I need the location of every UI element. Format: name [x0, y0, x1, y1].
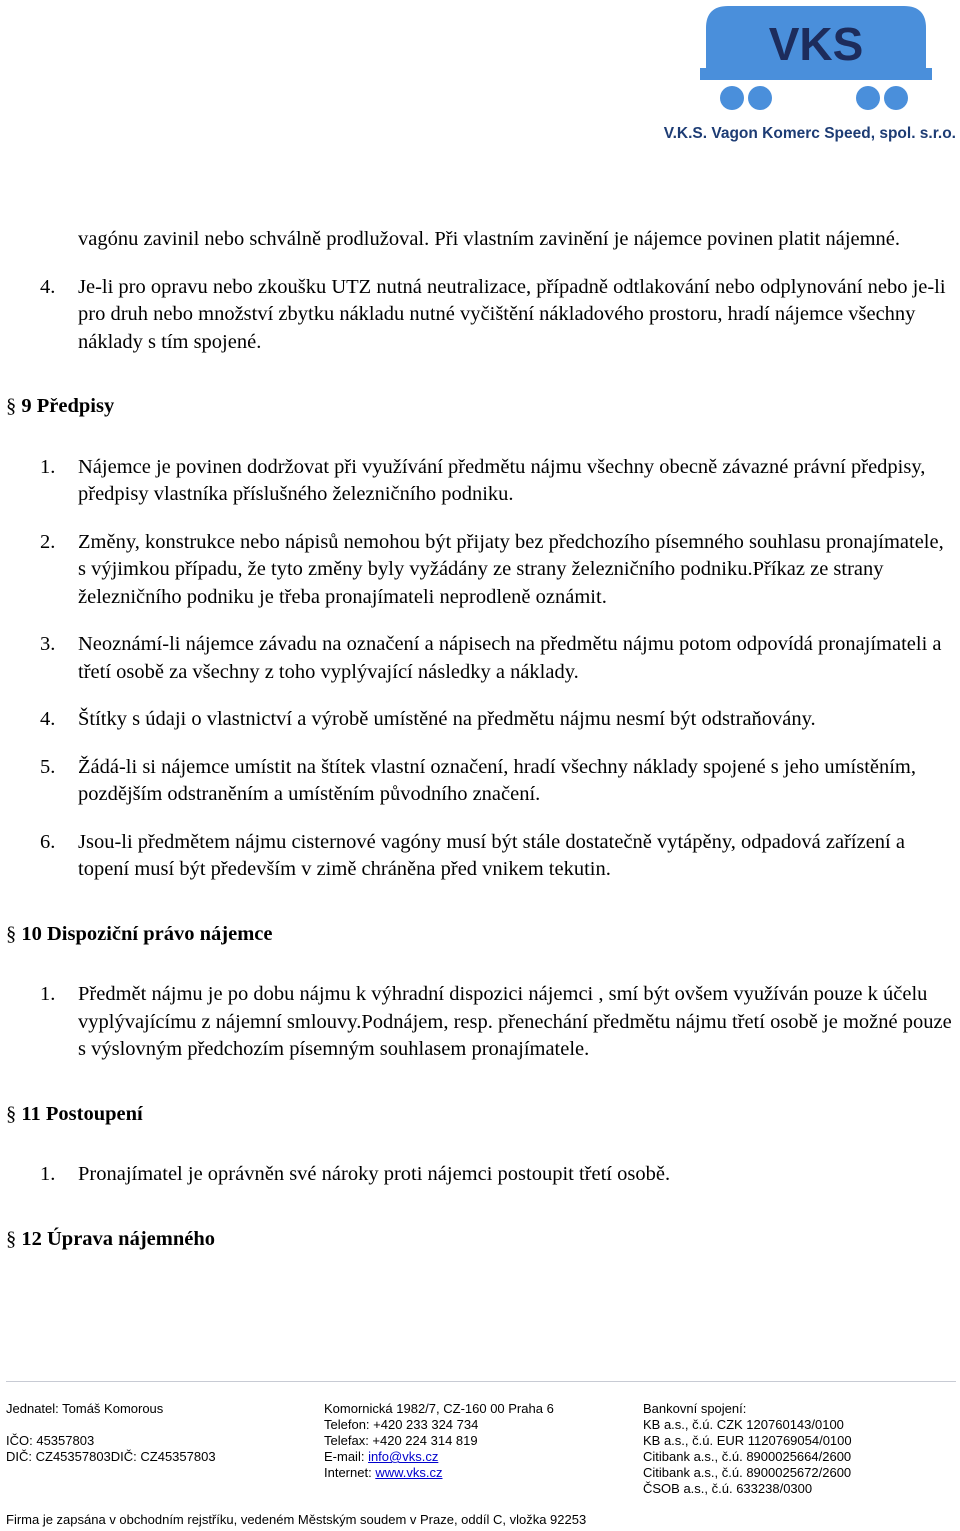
footer-bank-account: Citibank a.s., č.ú. 8900025672/2600 [643, 1465, 852, 1480]
footer-bank-account: Citibank a.s., č.ú. 8900025664/2600 [643, 1449, 852, 1464]
list-number: 1. [40, 1163, 56, 1185]
section-heading-11: § 11 Postoupení [6, 1102, 143, 1125]
section-symbol: § [6, 1227, 17, 1250]
footer-bank-account: ČSOB a.s., č.ú. 633238/0300 [643, 1481, 813, 1496]
list-item-8-4: 4. Je-li pro opravu nebo zkoušku UTZ nutná neutralizace, případně odtlakování nebo odplynování nebo je-li pro druh nebo množství zbytku nákladu nutné vyčištění nákladového prostoru, hradí nájemce všechny náklady s tím spojené. [40, 275, 946, 353]
list-item-9-6: 6. Jsou-li předmětem nájmu cisternové vagóny musí být stále dostatečně vytápěny, odpadová zařízení a topení musí být především v zimě chráněna před vnikem tekutin. [40, 830, 905, 880]
list-number: 4. [40, 708, 56, 730]
logo-wordmark: VKS [768, 18, 864, 70]
footer-bank-info [643, 1401, 852, 1497]
company-name: V.K.S. Vagon Komerc Speed, spol. s.r.o. [663, 125, 956, 142]
footer-email-row: E-mail: info@vks.cz [324, 1449, 439, 1464]
list-item-9-5: 5. Žádá-li si nájemce umístit na štítek vlastní označení, hradí všechny náklady spojené s jeho umístěním, pozdějším odstraněním a umístěním původního značení. [40, 755, 917, 805]
section-heading-9: § 9 Předpisy [6, 395, 115, 417]
document-body [0, 226, 960, 1253]
list-number: 4. [40, 275, 56, 298]
list-item-9-4: 4. Štítky s údaji o vlastnictví a výrobě umístěné na předmětu nájmu nesmí být odstraňovány. [0, 706, 960, 734]
section-heading-10: § 10 Dispoziční právo nájemce [6, 922, 273, 945]
footer-bank-title: Bankovní spojení: [643, 1401, 747, 1416]
footer-contact-info [324, 1401, 554, 1481]
section-heading-12: § 12 Úprava nájemného [6, 1227, 215, 1250]
section-symbol: § [6, 922, 17, 945]
vks-logo-graphic [700, 6, 932, 114]
footer-phone: Telefon: +420 233 324 734 [324, 1417, 479, 1432]
list-number: 2. [40, 530, 56, 553]
footer-fax: Telefax: +420 224 314 819 [324, 1433, 478, 1448]
footer-company-info [6, 1401, 216, 1465]
section-symbol: § [6, 1102, 17, 1125]
section-symbol: § [6, 395, 17, 417]
footer-bank-account: KB a.s., č.ú. CZK 120760143/0100 [643, 1417, 844, 1432]
footer-divider [6, 1381, 956, 1382]
footer-dic: DIČ: CZ45357803DIČ: CZ45357803 [6, 1449, 216, 1464]
footer-director: Jednatel: Tomáš Komorous [6, 1401, 164, 1416]
company-logo [700, 6, 932, 114]
footer-bank-account: KB a.s., č.ú. EUR 1120769054/0100 [643, 1433, 852, 1448]
list-item-10-1: 1. Předmět nájmu je po dobu nájmu k výhradní dispozici nájemci , smí být ovšem využíván pouze k účelu vyplývajícímu z nájemní smlouvy.Podnájem, resp. přenechání předmětu nájmu třetí osobě je možné pouze s výslovným předchozím písemným souhlasem pronajímatele. [40, 983, 952, 1060]
footer-registry-note: Firma je zapsána v obchodním rejstříku, vedeném Městským soudem v Praze, oddíl C, vložka 92253 [6, 1512, 587, 1527]
list-item-11-1: 1. Pronajímatel je oprávněn své nároky proti nájemci postoupit třetí osobě. [0, 1161, 960, 1189]
website-link[interactable]: www.vks.cz [375, 1465, 443, 1480]
list-number: 3. [40, 633, 56, 655]
paragraph-intro: vagónu zavinil nebo schválně prodlužoval. Při vlastním zavinění je nájemce povinen platit nájemné. [78, 228, 901, 250]
list-item-9-1: 1. Nájemce je povinen dodržovat při využívání předmětu nájmu všechny obecně závazné právní předpisy, předpisy vlastníka příslušného železničního podniku. [40, 455, 926, 505]
footer-web-row: Internet: www.vks.cz [324, 1465, 443, 1480]
list-number: 1. [40, 455, 56, 478]
list-number: 6. [40, 830, 56, 853]
list-item-9-3: 3. Neoznámí-li nájemce závadu na označení a nápisech na předmětu nájmu potom odpovídá pronajímateli a třetí osobě za všechny z toho vyplývající následky a náklady. [40, 633, 942, 683]
list-number: 5. [40, 755, 56, 778]
email-link[interactable]: info@vks.cz [368, 1449, 439, 1464]
list-number: 1. [40, 983, 56, 1005]
list-item-9-2: 2. Změny, konstrukce nebo nápisů nemohou být přijaty bez předchozího písemného souhlasu pronajímatele, s výjimkou případu, že tyto změny byly vyžádány ze strany železničního podniku.Příkaz ze strany železničního podniku je třeba pronajímateli neprodleně oznámit. [40, 530, 944, 608]
footer-address: Komornická 1982/7, CZ-160 00 Praha 6 [324, 1401, 554, 1416]
footer-ico: IČO: 45357803 [6, 1433, 95, 1448]
page-footer [0, 1381, 960, 1531]
